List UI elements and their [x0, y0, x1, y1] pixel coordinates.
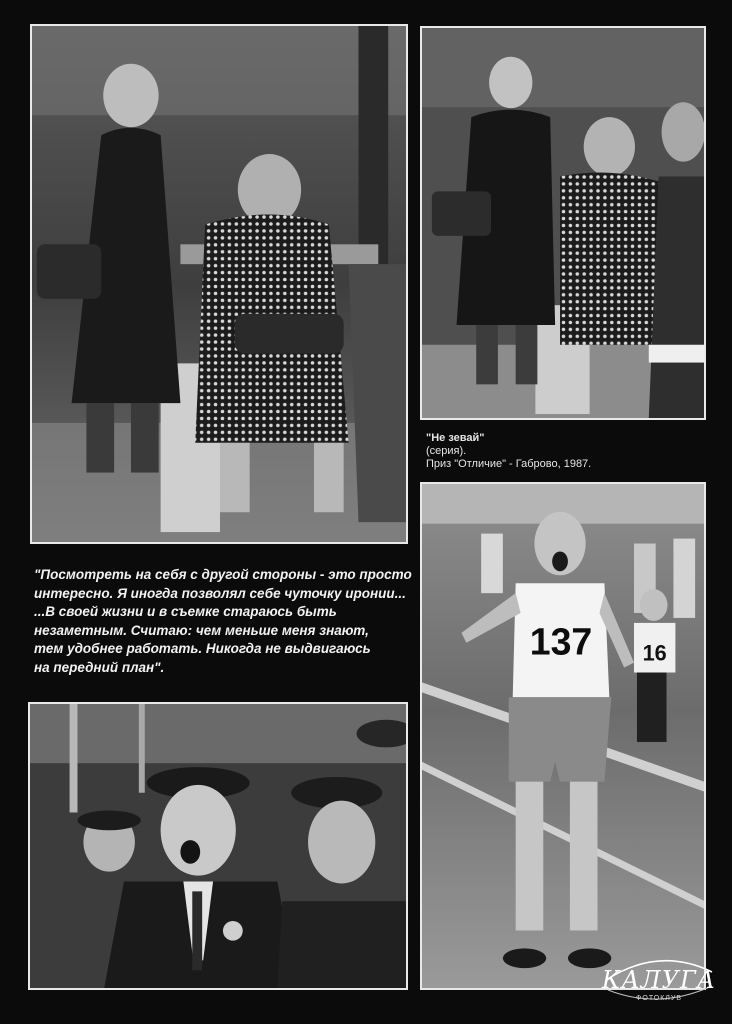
quote-line: тем удобнее работать. Никогда не выдвигаюсь [34, 641, 371, 656]
photo-caption [426, 432, 716, 471]
photographer-quote [34, 566, 414, 677]
caption-series: (серия). [426, 445, 467, 457]
quote-line: ...В своей жизни и в съемке стараюсь быть [34, 604, 337, 619]
logo-name: КАЛУГА [601, 966, 717, 994]
quote-line: незаметным. Считаю: чем меньше меня знают, [34, 622, 369, 638]
photo-runner-shouting [420, 482, 706, 990]
quote-line: "Посмотреть на себя с другой стороны - это просто [34, 567, 412, 582]
photo-cadets-yawning [28, 702, 408, 990]
photo-women-bench-second [420, 26, 706, 420]
runner-bib-number: 137 [529, 620, 593, 663]
kaluga-photoclub-logo [600, 948, 718, 1010]
photo-women-bench-second-image [422, 28, 704, 418]
logo-subtitle: ФОТОКЛУБ [636, 995, 682, 1002]
child-bib-number: 16 [642, 640, 667, 666]
quote-line: на передний план". [34, 659, 165, 675]
caption-award: Приз "Отличие" - Габрово, 1987. [426, 458, 592, 470]
photo-cadets-image [30, 704, 406, 988]
quote-line: интересно. Я иногда позволял себе чуточку иронии... [34, 585, 406, 601]
photo-women-bench-yawning [30, 24, 408, 544]
caption-title: "Не зевай" [426, 432, 485, 444]
photo-runner-image [422, 484, 704, 988]
photo-women-bench-image [32, 26, 406, 542]
